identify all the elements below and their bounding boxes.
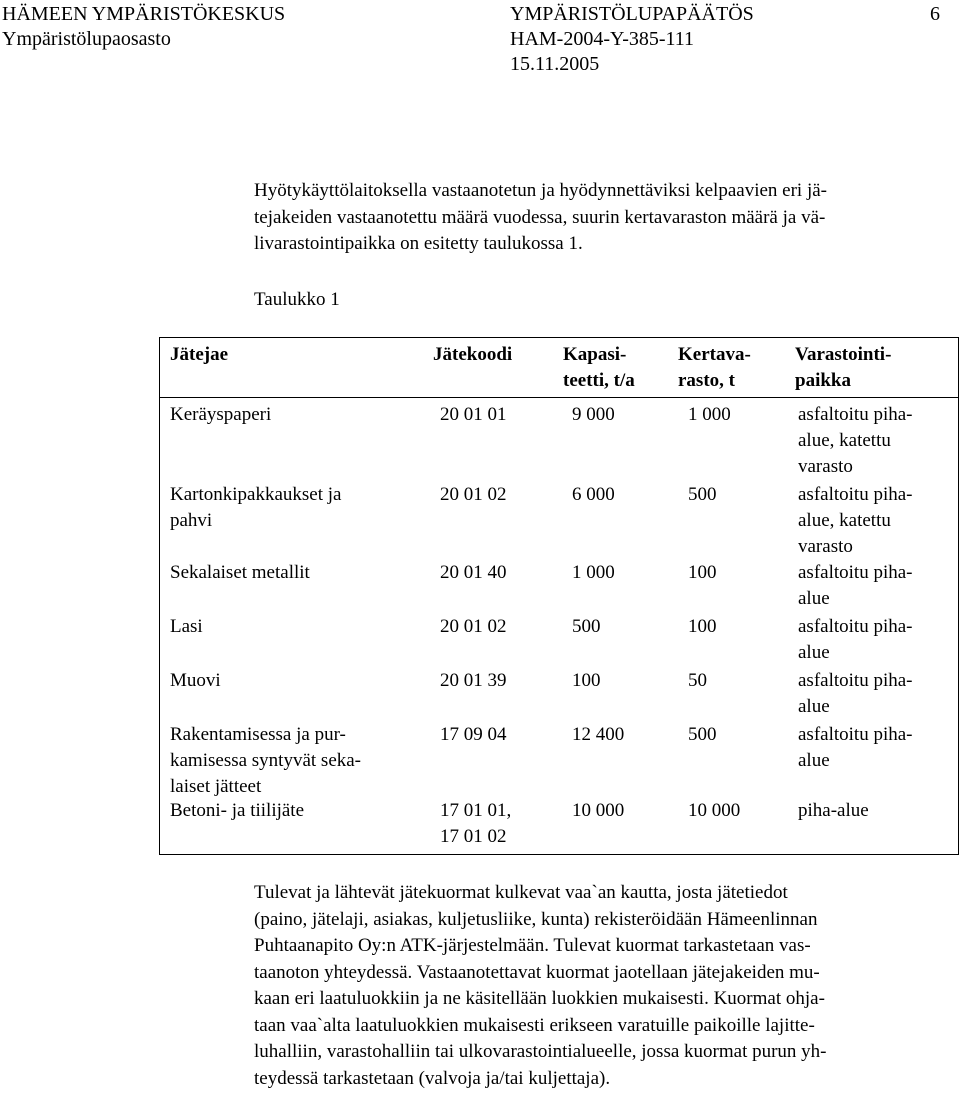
cell-varastointipaikka	[798, 482, 913, 560]
cell-kapasiteetti-line: 100	[572, 670, 601, 691]
cell-kertavarasto-line: 100	[688, 616, 717, 637]
cell-kapasiteetti	[572, 798, 624, 824]
cell-jatekoodi	[440, 668, 507, 694]
header-kertavarasto-line: rasto, t	[678, 370, 735, 391]
cell-kertavarasto	[688, 560, 717, 586]
cell-kapasiteetti	[572, 482, 615, 508]
outro-line: teydessä tarkastetaan (valvoja ja/tai kuljettaja).	[254, 1067, 611, 1089]
cell-kapasiteetti	[572, 668, 601, 694]
page-number: 6	[930, 3, 940, 25]
outro-line: Puhtaanapito Oy:n ATK-järjestelmään. Tulevat kuormat tarkastetaan vas-	[254, 935, 811, 956]
cell-kapasiteetti	[572, 722, 624, 748]
header-kapasiteetti-line: Kapasi-	[563, 344, 627, 365]
document-id: HAM-2004-Y-385-111	[510, 28, 695, 50]
department-name: Ympäristölupaosasto	[2, 28, 171, 50]
cell-jatejae	[170, 402, 271, 428]
cell-jatekoodi-line: 17 01 02	[440, 826, 507, 847]
outro-line: Tulevat ja lähtevät jätekuormat kulkevat vaa`an kautta, josta jätetiedot	[254, 882, 788, 903]
cell-jatejae-line: Keräyspaperi	[170, 404, 272, 425]
cell-varastointipaikka	[798, 668, 913, 720]
cell-jatekoodi-line: 20 01 02	[440, 484, 507, 505]
cell-jatejae-line: kamisessa syntyvät seka-	[170, 750, 362, 771]
cell-kertavarasto	[688, 668, 707, 694]
cell-varastointipaikka-line: asfaltoitu piha-	[798, 724, 913, 745]
cell-jatekoodi	[440, 482, 507, 508]
cell-kapasiteetti-line: 500	[572, 616, 601, 637]
cell-jatekoodi	[440, 560, 507, 586]
organization-name: HÄMEEN YMPÄRISTÖKESKUS	[2, 3, 286, 25]
cell-varastointipaikka-line: alue	[798, 642, 830, 663]
cell-jatekoodi	[440, 402, 507, 428]
cell-varastointipaikka-line: alue, katettu	[798, 510, 891, 531]
cell-varastointipaikka-line: asfaltoitu piha-	[798, 484, 913, 505]
header-varastointipaikka	[795, 342, 891, 394]
cell-jatekoodi	[440, 798, 511, 850]
header-jatekoodi	[433, 342, 512, 368]
cell-kapasiteetti-line: 9 000	[572, 404, 615, 425]
waste-table	[159, 337, 959, 855]
cell-varastointipaikka-line: piha-alue	[798, 800, 869, 821]
cell-jatekoodi-line: 17 09 04	[440, 724, 507, 745]
cell-varastointipaikka-line: asfaltoitu piha-	[798, 616, 913, 637]
cell-jatejae-line: Muovi	[170, 670, 221, 691]
cell-jatekoodi-line: 20 01 39	[440, 670, 507, 691]
cell-kertavarasto	[688, 798, 740, 824]
header-jatekoodi-line: Jätekoodi	[433, 344, 513, 365]
cell-varastointipaikka	[798, 722, 913, 774]
cell-jatejae-line: Lasi	[170, 616, 203, 637]
cell-jatejae	[170, 482, 341, 534]
cell-jatejae	[170, 798, 304, 824]
outro-line: (paino, jätelaji, asiakas, kuljetusliike, kunta) rekisteröidään Hämeenlinnan	[254, 908, 818, 930]
cell-jatekoodi-line: 20 01 40	[440, 562, 507, 583]
cell-varastointipaikka-line: alue	[798, 696, 830, 717]
cell-varastointipaikka-line: alue	[798, 588, 830, 609]
cell-jatejae	[170, 668, 221, 694]
header-varastointipaikka-line: paikka	[795, 370, 851, 391]
cell-jatejae-line: Sekalaiset metallit	[170, 562, 310, 583]
cell-varastointipaikka-line: asfaltoitu piha-	[798, 670, 913, 691]
outro-line: taanoton yhteydessä. Vastaanotettavat kuormat jaotellaan jätejakeiden mu-	[254, 961, 820, 983]
cell-jatekoodi-line: 20 01 01	[440, 404, 507, 425]
header-varastointipaikka-line: Varastointi-	[795, 344, 892, 365]
cell-varastointipaikka-line: asfaltoitu piha-	[798, 404, 913, 425]
header-jatejae	[170, 342, 228, 368]
cell-kapasiteetti	[572, 614, 601, 640]
header-kapasiteetti	[563, 342, 635, 394]
cell-kapasiteetti-line: 10 000	[572, 800, 625, 821]
cell-kertavarasto-line: 1 000	[688, 404, 731, 425]
cell-jatejae-line: pahvi	[170, 510, 213, 531]
intro-line: tejakeiden vastaanotettu määrä vuodessa, suurin kertavaraston määrä ja vä-	[254, 206, 826, 228]
cell-kertavarasto-line: 500	[688, 724, 717, 745]
cell-jatejae-line: laiset jätteet	[170, 776, 262, 797]
table-caption: Taulukko 1	[254, 289, 340, 310]
outro-line: luhalliin, varastohalliin tai ulkovarastointialueelle, jossa kuormat purun yh-	[254, 1041, 827, 1062]
cell-kertavarasto-line: 100	[688, 562, 717, 583]
header-kertavarasto-line: Kertava-	[678, 344, 751, 365]
cell-kapasiteetti-line: 1 000	[572, 562, 615, 583]
header-jatejae-line: Jätejae	[170, 344, 229, 365]
outro-line: kaan eri laatuluokkiin ja ne käsitellään luokkien mukaisesti. Kuormat ohja-	[254, 988, 825, 1009]
cell-kertavarasto	[688, 722, 717, 748]
cell-varastointipaikka	[798, 614, 913, 666]
cell-jatejae	[170, 614, 203, 640]
cell-jatekoodi	[440, 722, 507, 748]
cell-jatekoodi-line: 17 01 01,	[440, 800, 512, 821]
cell-kertavarasto	[688, 482, 717, 508]
header-kertavarasto	[678, 342, 751, 394]
document-type: YMPÄRISTÖLUPAPÄÄTÖS	[510, 3, 754, 25]
cell-jatejae-line: Betoni- ja tiilijäte	[170, 800, 305, 821]
intro-line: Hyötykäyttölaitoksella vastaanotetun ja hyödynnettäviksi kelpaavien eri jä-	[254, 180, 827, 201]
cell-kertavarasto	[688, 614, 717, 640]
cell-varastointipaikka	[798, 560, 913, 612]
cell-jatejae	[170, 722, 361, 800]
cell-kapasiteetti	[572, 402, 615, 428]
outro-line: taan vaa`alta laatuluokkien mukaisesti erikseen varatuille paikoille lajitte-	[254, 1014, 815, 1036]
cell-varastointipaikka-line: varasto	[798, 536, 853, 557]
cell-varastointipaikka-line: alue, katettu	[798, 430, 891, 451]
document-date: 15.11.2005	[510, 53, 600, 75]
cell-varastointipaikka-line: asfaltoitu piha-	[798, 562, 913, 583]
cell-jatejae	[170, 560, 310, 586]
cell-jatejae-line: Kartonkipakkaukset ja	[170, 484, 342, 505]
cell-varastointipaikka	[798, 798, 869, 824]
cell-kertavarasto-line: 50	[688, 670, 707, 691]
cell-jatejae-line: Rakentamisessa ja pur-	[170, 724, 346, 745]
cell-kertavarasto-line: 500	[688, 484, 717, 505]
cell-varastointipaikka-line: alue	[798, 750, 830, 771]
outro-paragraph	[254, 880, 954, 1092]
table-header-divider	[160, 397, 958, 398]
header-kapasiteetti-line: teetti, t/a	[563, 370, 635, 391]
cell-varastointipaikka-line: varasto	[798, 456, 853, 477]
cell-jatekoodi	[440, 614, 507, 640]
intro-line: livarastointipaikka on esitetty taulukossa 1.	[254, 233, 583, 254]
cell-varastointipaikka	[798, 402, 913, 480]
intro-paragraph	[254, 178, 954, 258]
cell-kertavarasto-line: 10 000	[688, 800, 741, 821]
cell-kapasiteetti-line: 6 000	[572, 484, 615, 505]
cell-kapasiteetti-line: 12 400	[572, 724, 625, 745]
cell-jatekoodi-line: 20 01 02	[440, 616, 507, 637]
cell-kertavarasto	[688, 402, 731, 428]
cell-kapasiteetti	[572, 560, 615, 586]
